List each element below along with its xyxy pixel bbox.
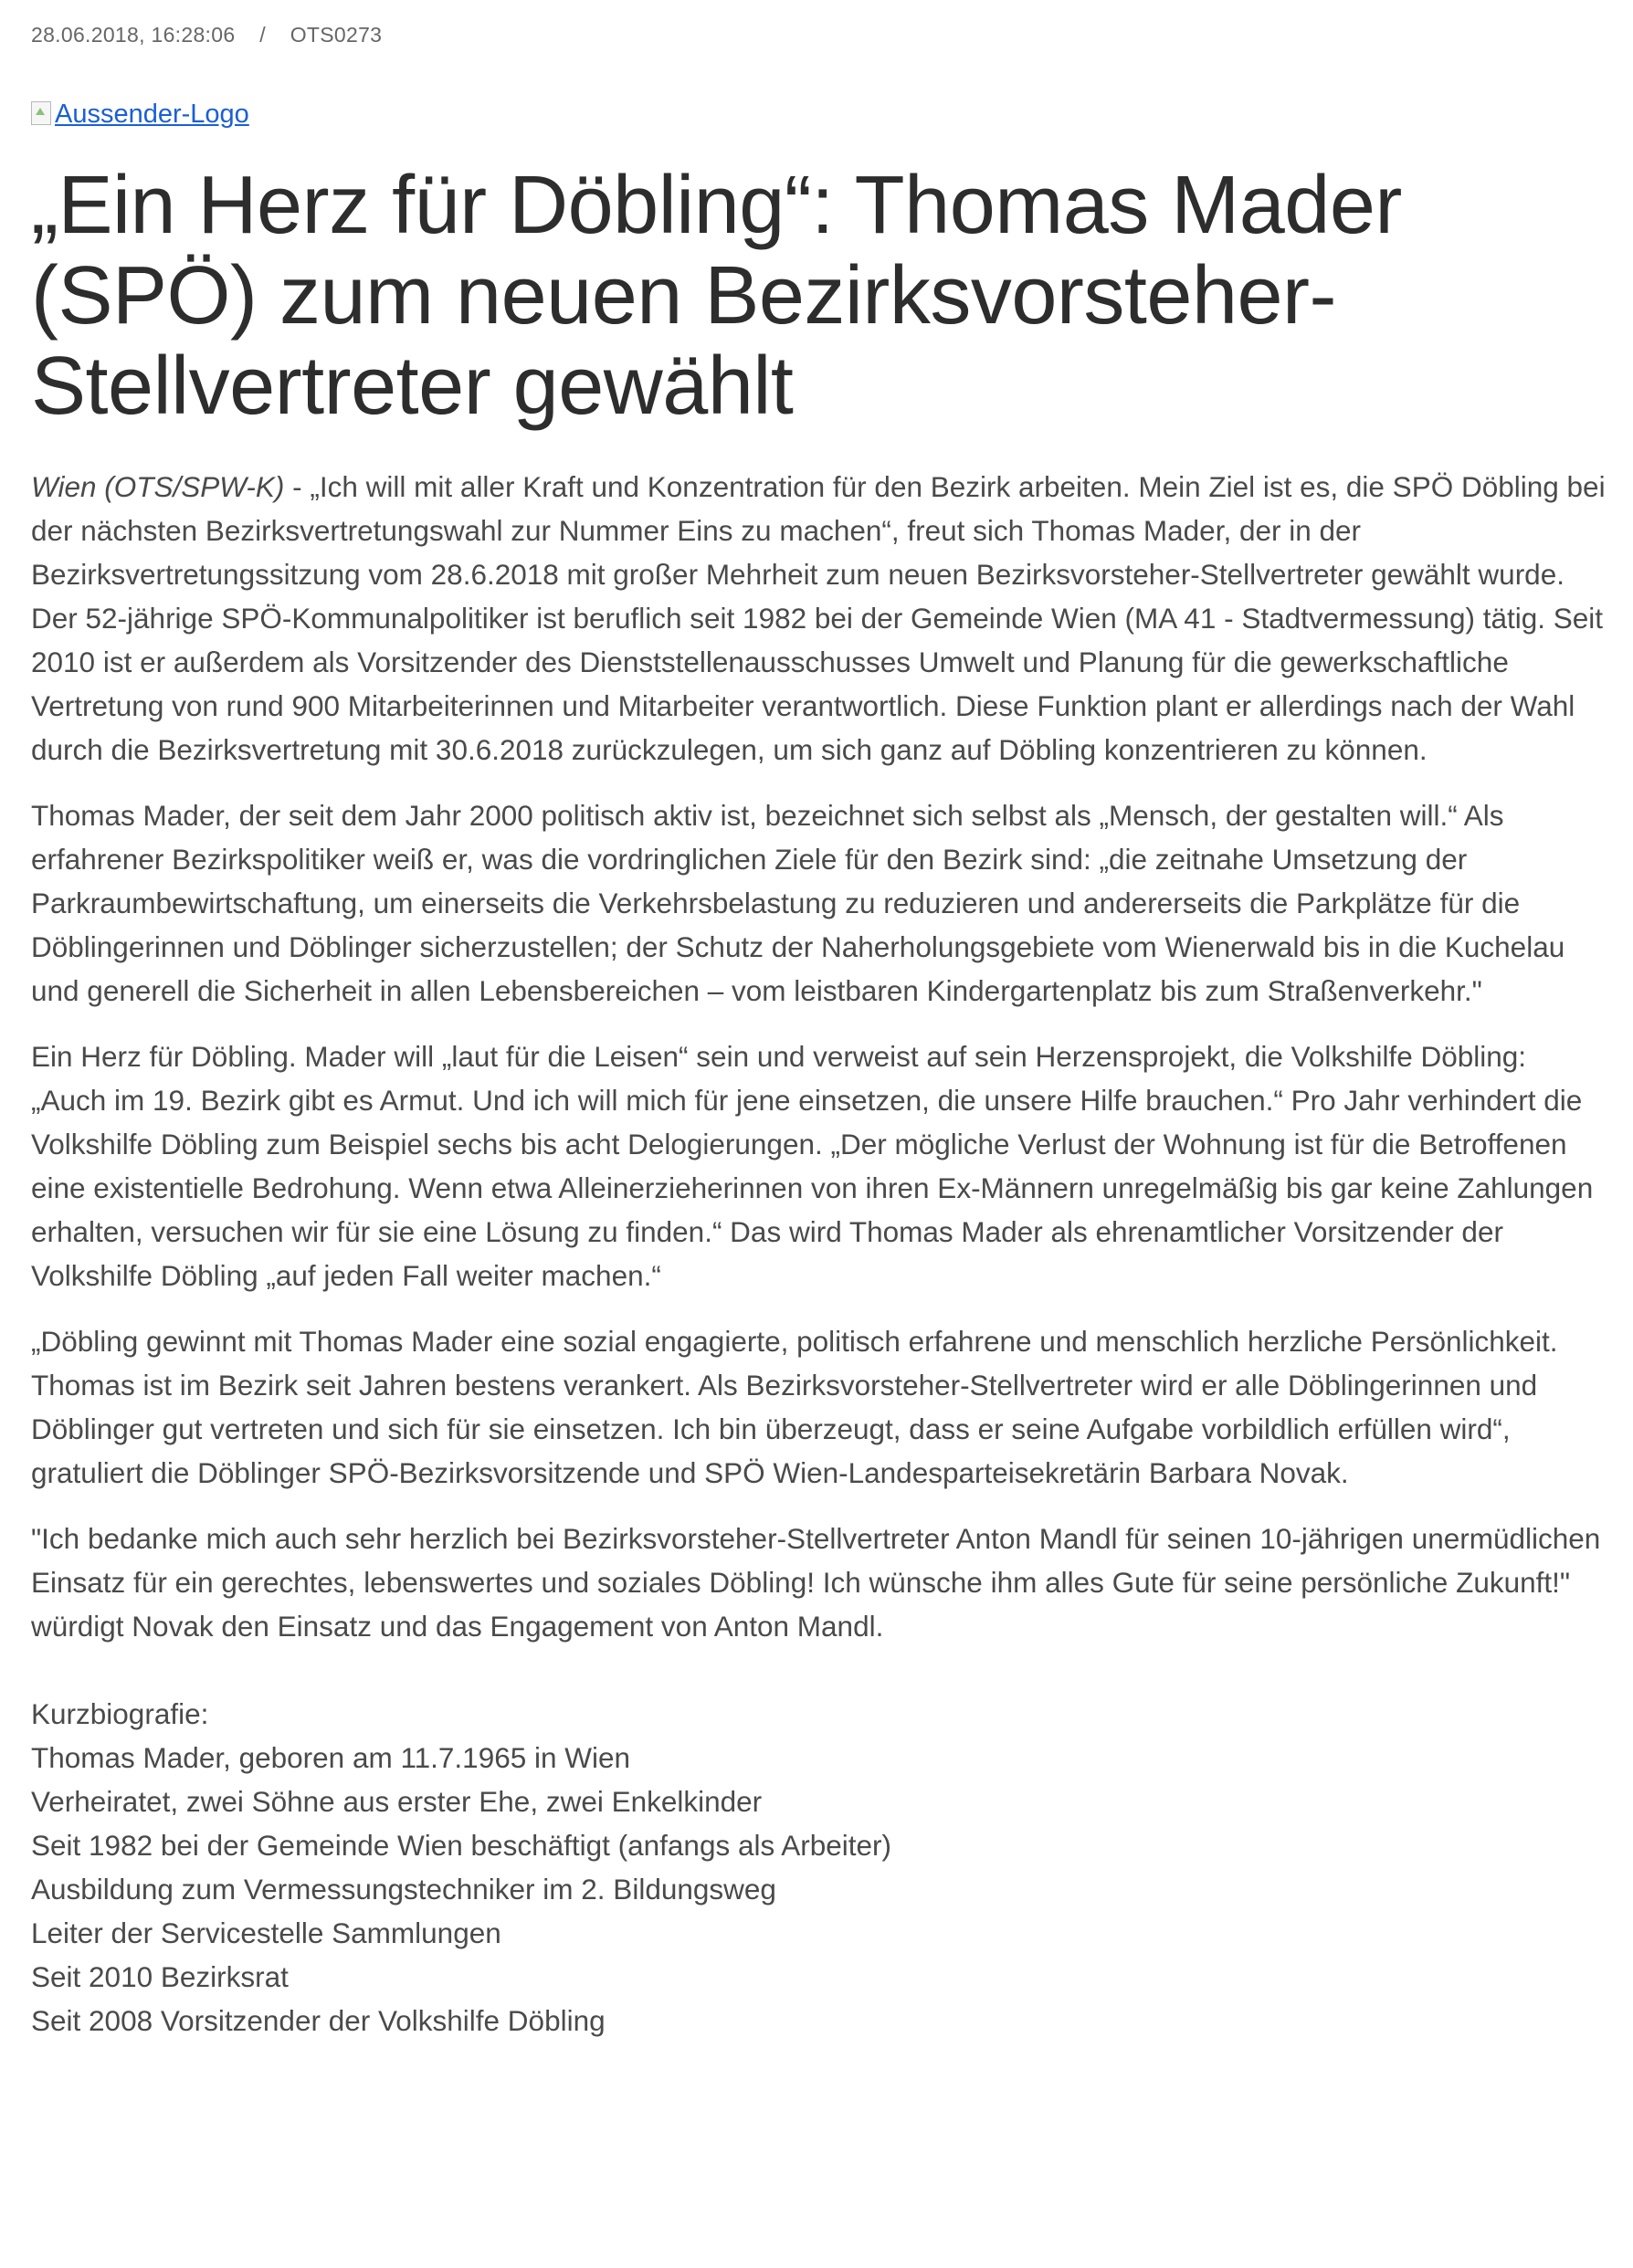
dateline-dash: - (284, 470, 311, 503)
article-paragraph: „Döbling gewinnt mit Thomas Mader eine sozial engagierte, politisch erfahrene und menschlich herzliche Persönlichkeit. Thomas ist im Bezirk seit Jahren bestens verankert. Als Bezirksvorsteher-Stellvertreter wird er alle Döblingerinnen und Döblinger gut vertreten und sich für sie einsetzen. Ich bin überzeugt, dass er seine Aufgabe vorbildlich erfüllen wird“, gratuliert die Döblinger SPÖ-Bezirksvorsitzende und SPÖ Wien-Landesparteisekretärin Barbara Novak. (31, 1325, 1558, 1489)
release-timestamp: 28.06.2018, 16:28:06 (31, 23, 236, 47)
article-body (31, 465, 1607, 1648)
ots-id: OTS0273 (290, 23, 383, 47)
bio-heading: Kurzbiografie: (31, 1697, 209, 1730)
article-paragraph: Thomas Mader, der seit dem Jahr 2000 politisch aktiv ist, bezeichnet sich selbst als „Mensch, der gestalten will.“ Als erfahrener Bezirkspolitiker weiß er, was die vordringlichen Ziele für den Bezirk sind: „die zeitnahe Umsetzung der Parkraumbewirtschaftung, um einerseits die Verkehrsbelastung zu reduzieren und andererseits die Parkplätze für die Döblingerinnen und Döblinger sicherzustellen; der Schutz der Naherholungsgebiete vom Wienerwald bis in die Kuchelau und generell die Sicherheit in allen Lebensbereichen – vom leistbaren Kindergartenplatz bis zum Straßenverkehr." (31, 799, 1565, 1007)
bio-line: Seit 1982 bei der Gemeinde Wien beschäftigt (anfangs als Arbeiter) (31, 1829, 892, 1862)
bio-line: Ausbildung zum Vermessungstechniker im 2. Bildungsweg (31, 1873, 776, 1906)
press-release-page (31, 0, 1606, 2042)
broken-image-icon (31, 101, 51, 125)
short-biography (31, 1692, 1602, 2042)
bio-line: Verheiratet, zwei Söhne aus erster Ehe, zwei Enkelkinder (31, 1785, 763, 1818)
article-paragraph: Ein Herz für Döbling. Mader will „laut für die Leisen“ sein und verweist auf sein Herzensprojekt, die Volkshilfe Döbling: „Auch im 19. Bezirk gibt es Armut. Und ich will mich für jene einsetzen, die unsere Hilfe brauchen.“ Pro Jahr verhindert die Volkshilfe Döbling zum Beispiel sechs bis acht Delogierungen. „Der mögliche Verlust der Wohnung ist für die Betroffenen eine existentielle Bedrohung. Wenn etwa Alleinerzieherinnen von ihren Ex-Männern unregelmäßig bis gar keine Zahlungen erhalten, versuchen wir für sie eine Lösung zu finden.“ Das wird Thomas Mader als ehrenamtlicher Vorsitzender der Volkshilfe Döbling „auf jeden Fall weiter machen.“ (31, 1040, 1594, 1292)
article-paragraph (31, 465, 1607, 772)
bio-line: Seit 2010 Bezirksrat (31, 1960, 289, 1993)
article-paragraph: "Ich bedanke mich auch sehr herzlich bei Bezirksvorsteher-Stellvertreter Anton Mandl für seinen 10-jährigen unermüdlichen Einsatz für ein gerechtes, lebenswertes und soziales Döbling! Ich wünsche ihm alles Gute für seine persönliche Zukunft!" würdigt Novak den Einsatz und das Engagement von Anton Mandl. (31, 1522, 1601, 1643)
bio-line: Leiter der Servicestelle Sammlungen (31, 1916, 501, 1949)
bio-line: Seit 2008 Vorsitzender der Volkshilfe Döbling (31, 2004, 606, 2037)
meta-separator: / (259, 23, 266, 47)
release-meta (31, 22, 1602, 47)
article-title: „Ein Herz für Döbling“: Thomas Mader (SPÖ) zum neuen Bezirksvorsteher-Stellvertreter gewählt (31, 160, 1402, 432)
bio-line: Thomas Mader, geboren am 11.7.1965 in Wien (31, 1741, 631, 1774)
dateline: Wien (OTS/SPW-K) (31, 470, 285, 503)
paragraph-text: „Ich will mit aller Kraft und Konzentration für den Bezirk arbeiten. Mein Ziel ist es, die SPÖ Döbling bei der nächsten Bezirksvertretungswahl zur Nummer Eins zu machen“, freut sich Thomas Mader, der in der Bezirksvertretungssitzung vom 28.6.2018 mit großer Mehrheit zum neuen Bezirksvorsteher-Stellvertreter gewählt wurde. Der 52-jährige SPÖ-Kommunalpolitiker ist beruflich seit 1982 bei der Gemeinde Wien (MA 41 - Stadtvermessung) tätig. Seit 2010 ist er außerdem als Vorsitzender des Dienststellenausschusses Umwelt und Planung für die gewerkschaftliche Vertretung von rund 900 Mitarbeiterinnen und Mitarbeiter verantwortlich. Diese Funktion plant er allerdings nach der Wahl durch die Bezirksvertretung mit 30.6.2018 zurückzulegen, um sich ganz auf Döbling konzentrieren zu können. (31, 470, 1606, 766)
sender-logo-alt-text: Aussender-Logo (55, 100, 249, 129)
sender-logo-link[interactable] (31, 99, 249, 130)
